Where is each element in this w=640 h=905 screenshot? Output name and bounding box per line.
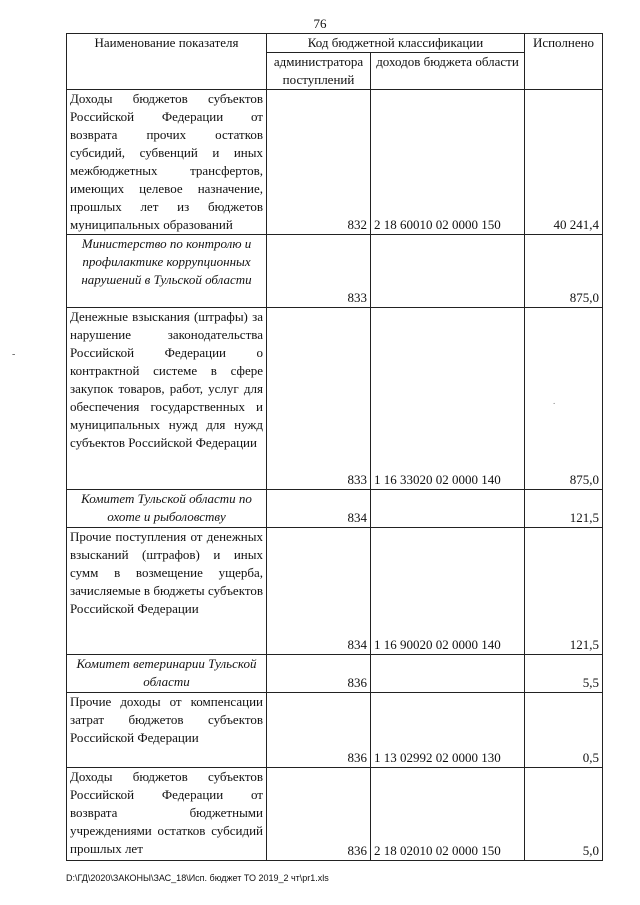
- row-admin-code: 836: [267, 768, 371, 861]
- budget-table: [66, 33, 603, 861]
- row-value: 875,0: [525, 308, 603, 490]
- row-value: 40 241,4: [525, 90, 603, 235]
- row-value: 0,5: [525, 693, 603, 768]
- header-revenue: доходов бюджета области: [371, 53, 525, 90]
- row-revenue-code: [371, 655, 525, 693]
- header-code-group: Код бюджетной классификации: [267, 34, 525, 53]
- table-row: [67, 693, 603, 768]
- row-admin-code: 836: [267, 693, 371, 768]
- row-revenue-code: [371, 490, 525, 528]
- table-row: [67, 528, 603, 655]
- row-admin-code: 832: [267, 90, 371, 235]
- header-admin: администратора поступлений: [267, 53, 371, 90]
- page-number: 76: [313, 16, 327, 31]
- row-name: Комитет Тульской области по охоте и рыболовству: [67, 490, 267, 528]
- scan-speck: .: [553, 396, 556, 406]
- row-name: Министерство по контролю и профилактике коррупционных нарушений в Тульской области: [67, 235, 267, 308]
- header-executed: Исполнено: [525, 34, 603, 90]
- row-name: Доходы бюджетов субъектов Российской Федерации от возврата бюджетными учреждениями остатков субсидий прошлых лет: [67, 768, 267, 861]
- row-value: 121,5: [525, 490, 603, 528]
- row-value: 5,5: [525, 655, 603, 693]
- row-revenue-code: 2 18 60010 02 0000 150: [371, 90, 525, 235]
- header-name: Наименование показателя: [67, 34, 267, 90]
- margin-mark: -: [12, 349, 16, 360]
- row-admin-code: 836: [267, 655, 371, 693]
- row-value: 121,5: [525, 528, 603, 655]
- row-name: Комитет ветеринарии Тульской области: [67, 655, 267, 693]
- table-row: [67, 655, 603, 693]
- row-value: 875,0: [525, 235, 603, 308]
- table-row: [67, 90, 603, 235]
- row-revenue-code: [371, 235, 525, 308]
- row-revenue-code: 1 16 33020 02 0000 140: [371, 308, 525, 490]
- row-name: Доходы бюджетов субъектов Российской Федерации от возврата прочих остатков субсидий, субвенций и иных межбюджетных трансфертов, имеющих целевое назначение, прошлых лет из бюджетов муниципальных образований: [67, 90, 267, 235]
- row-revenue-code: 2 18 02010 02 0000 150: [371, 768, 525, 861]
- table-row: [67, 308, 603, 490]
- row-revenue-code: 1 16 90020 02 0000 140: [371, 528, 525, 655]
- file-path-footer: D:\ГД\2020\ЗАКОНЫ\ЗАС_18\Исп. бюджет ТО 2019_2 чт\pr1.xls: [66, 873, 329, 883]
- row-admin-code: 834: [267, 528, 371, 655]
- table-row: [67, 768, 603, 861]
- row-name: Прочие доходы от компенсации затрат бюджетов субъектов Российской Федерации: [67, 693, 267, 768]
- row-name: Денежные взыскания (штрафы) за нарушение законодательства Российской Федерации о контрактной системе в сфере закупок товаров, работ, услуг для обеспечения государственных и муниципальных нужд для нужд субъектов Российской Федерации: [67, 308, 267, 490]
- row-admin-code: 833: [267, 235, 371, 308]
- row-name: Прочие поступления от денежных взысканий (штрафов) и иных сумм в возмещение ущерба, зачисляемые в бюджеты субъектов Российской Федерации: [67, 528, 267, 655]
- row-value: 5,0: [525, 768, 603, 861]
- table-row: [67, 235, 603, 308]
- row-revenue-code: 1 13 02992 02 0000 130: [371, 693, 525, 768]
- table-row: [67, 490, 603, 528]
- row-admin-code: 833: [267, 308, 371, 490]
- row-admin-code: 834: [267, 490, 371, 528]
